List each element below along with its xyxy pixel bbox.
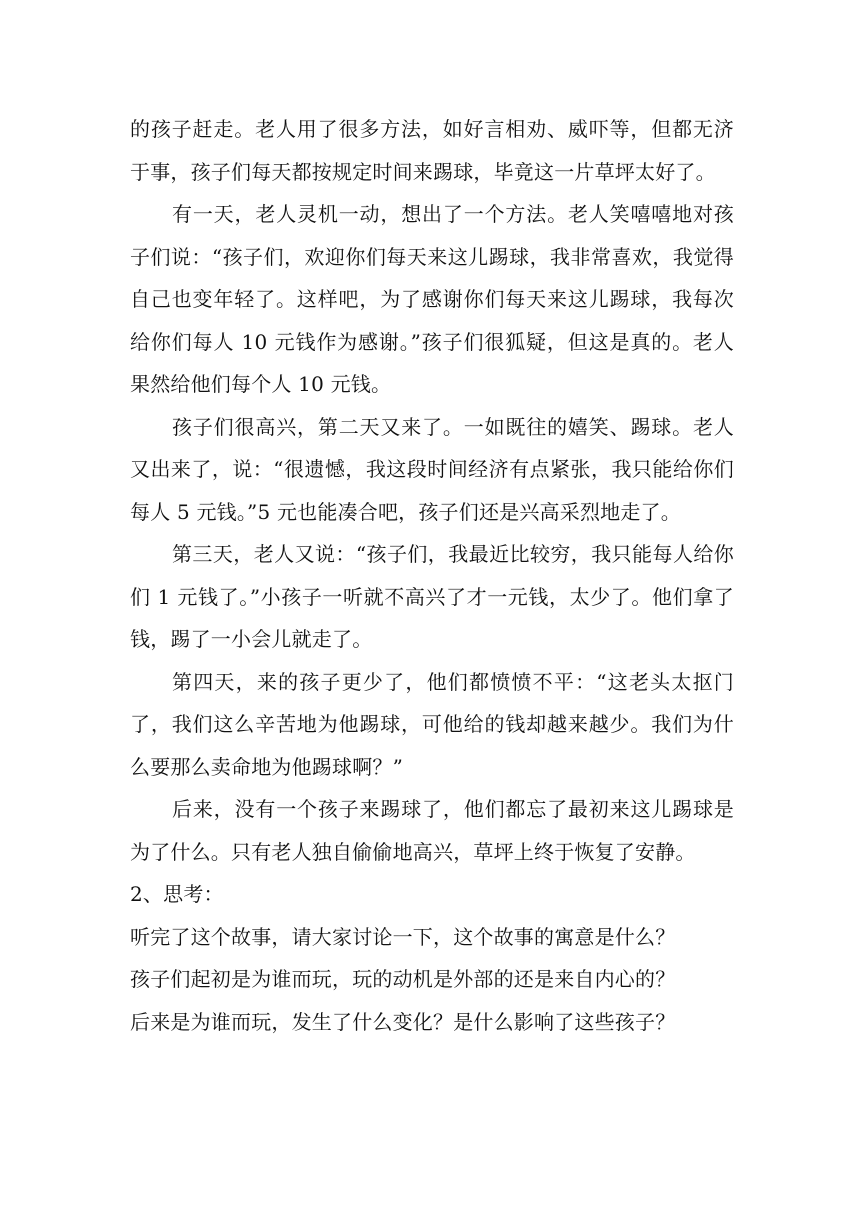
story-paragraph-continuation: 的孩子赶走。老人用了很多方法，如好言相劝、威吓等，但都无济于事，孩子们每天都按规定时间来踢球，毕竟这一片草坪太好了。 xyxy=(130,117,734,184)
question-item: 孩子们起初是为谁而玩，玩的动机是外部的还是来自内心的？ xyxy=(130,967,676,991)
question-item: 后来是为谁而玩，发生了什么变化？是什么影响了这些孩子？ xyxy=(130,1009,676,1034)
story-paragraph-second-day: 孩子们很高兴，第二天又来了。一如既往的嬉笑、踢球。老人又出来了，说：“很遗憾，我这段时间经济有点紧张，我只能给你们每人 5 元钱。”5 元也能凑合吧，孩子们还是兴高采烈地走了。 xyxy=(130,414,734,524)
story-paragraph-ending: 后来，没有一个孩子来踢球了，他们都忘了最初来这儿踢球是为了什么。只有老人独自偷偷地高兴，草坪上终于恢复了安静。 xyxy=(130,797,734,864)
story-paragraph-third-day: 第三天，老人又说：“孩子们，我最近比较穷，我只能每人给你们 1 元钱了。”小孩子一听就不高兴了才一元钱，太少了。他们拿了钱，踢了一小会儿就走了。 xyxy=(130,542,734,651)
question-item: 听完了这个故事，请大家讨论一下，这个故事的寓意是什么？ xyxy=(130,924,676,949)
story-paragraph-first-day: 有一天，老人灵机一动，想出了一个方法。老人笑嘻嘻地对孩子们说：“孩子们，欢迎你们每天来这儿踢球，我非常喜欢，我觉得自己也变年轻了。这样吧，为了感谢你们每天来这儿踢球，我每次给你们每人 10 元钱作为感谢。”孩子们很狐疑，但这是真的。老人果然给他们每个人 10 元钱。 xyxy=(130,202,734,396)
story-paragraph-fourth-day: 第四天，来的孩子更少了，他们都愤愤不平：“这老头太抠门了，我们这么辛苦地为他踢球，可他给的钱却越来越少。我们为什么要那么卖命地为他踢球啊？” xyxy=(130,669,734,779)
document-page xyxy=(130,108,734,1043)
section-heading: 2、思考： xyxy=(130,882,224,906)
